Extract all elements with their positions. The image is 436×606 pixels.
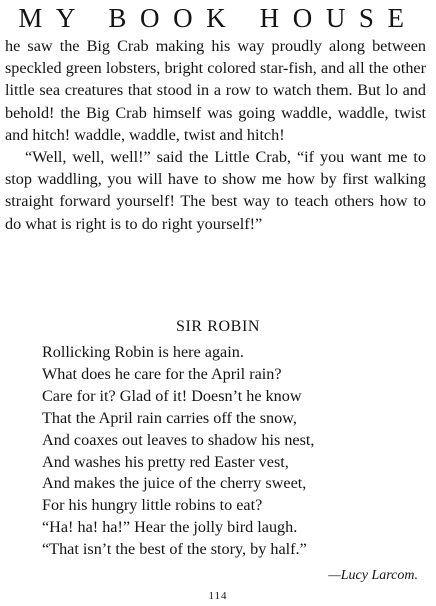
- poem-line: That the April rain carries off the snow,: [42, 408, 297, 427]
- story-text: [5, 35, 426, 235]
- story-paragraph-1: he saw the Big Crab making his way proudly along between speckled green lobsters, bright colored star-fish, and all the other little sea creatures that stood in a row to watch them. But lo and behold! the Big Crab himself was going waddle, waddle, twist and hitch! waddle, waddle, twist and hitch!: [5, 37, 426, 144]
- poem-line: “That isn’t the best of the story, by half.”: [42, 540, 307, 559]
- poem-line: And makes the juice of the cherry sweet,: [42, 474, 307, 493]
- poem-line: “Ha! ha! ha!” Hear the jolly bird laugh.: [42, 518, 298, 537]
- poem-line: And washes his pretty red Easter vest,: [42, 452, 289, 471]
- poem-line: Care for it? Glad of it! Doesn’t he know: [42, 386, 302, 405]
- poem-body: [42, 342, 314, 561]
- poem-line: For his hungry little robins to eat?: [42, 496, 263, 515]
- poem-title: SIR ROBIN: [175, 318, 261, 335]
- poem-author: —Lucy Larcom.: [328, 568, 418, 583]
- poem-line: Rollicking Robin is here again.: [42, 343, 244, 361]
- story-paragraph-2: “Well, well, well!” said the Little Crab, “if you want me to stop waddling, you will have to show me how by first walking straight forward yourself! The best way to teach others how to do what is right is to do right yourself!”: [5, 148, 426, 233]
- poem-line: And coaxes out leaves to shadow his nest,: [42, 430, 315, 449]
- poem-line: What does he care for the April rain?: [42, 364, 282, 383]
- page-number: 114: [208, 590, 228, 602]
- running-header: MY BOOK HOUSE: [18, 3, 418, 33]
